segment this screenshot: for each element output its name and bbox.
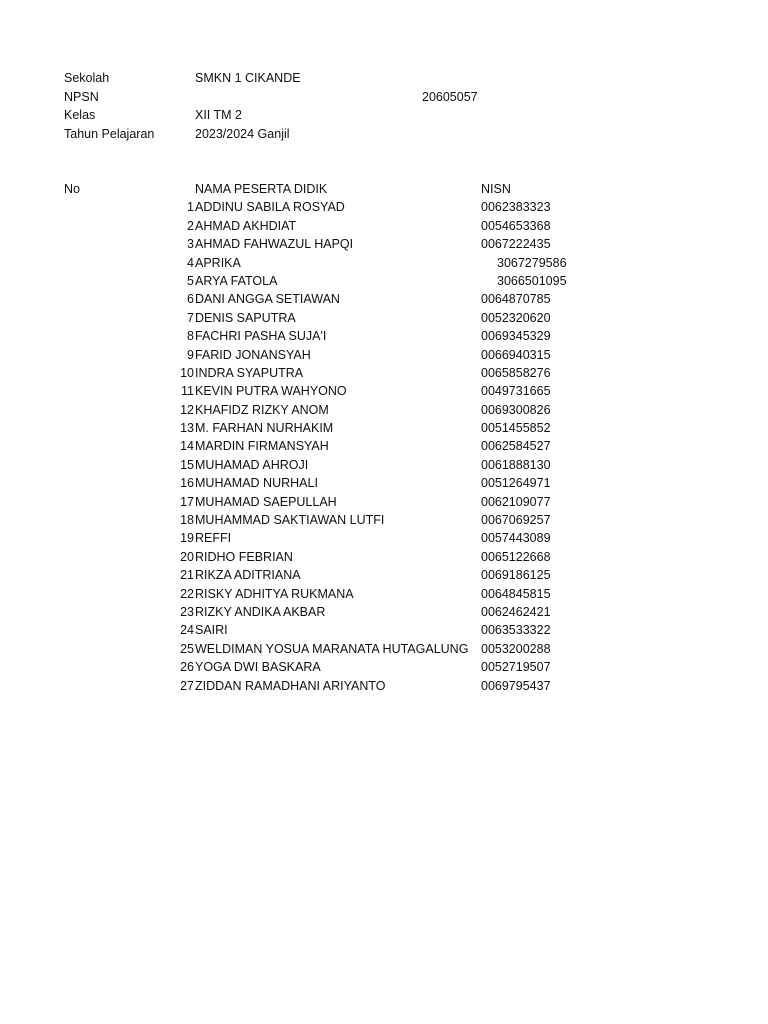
student-name: RISKY ADHITYA RUKMANA [195,586,354,601]
table-row [64,235,684,253]
student-name: YOGA DWI BASKARA [195,660,321,675]
table-row [64,198,684,216]
student-nisn: 3067279586 [497,255,567,270]
table-row [64,493,684,511]
student-name: RIKZA ADITRIANA [195,568,301,583]
student-name: ZIDDAN RAMADHANI ARIYANTO [195,678,386,693]
student-nisn: 3066501095 [497,273,567,288]
row-number: 15 [180,457,194,472]
school-info [64,69,664,143]
student-name: KHAFIDZ RIZKY ANOM [195,402,329,417]
student-name: WELDIMAN YOSUA MARANATA HUTAGALUNG [195,641,469,656]
student-nisn: 0061888130 [481,457,551,472]
table-row [64,511,684,529]
row-number: 17 [180,494,194,509]
header-nisn: NISN [481,182,511,196]
header-no: No [64,182,80,196]
kelas-value: XII TM 2 [195,108,243,122]
table-row [64,585,684,603]
student-name: MUHAMAD NURHALI [195,476,318,491]
student-name: FARID JONANSYAH [195,347,311,362]
row-number: 27 [180,678,194,693]
student-nisn: 0065122668 [481,549,551,564]
row-number: 7 [187,310,194,325]
tahun-label: Tahun Pelajaran [64,126,155,141]
student-name: MUHAMAD SAEPULLAH [195,494,337,509]
table-header [64,180,684,198]
row-number: 25 [180,641,194,656]
student-name: RIZKY ANDIKA AKBAR [195,604,326,619]
student-nisn: 0069345329 [481,329,551,344]
table-row [64,658,684,676]
student-nisn: 0051455852 [481,421,551,436]
student-name: APRIKA [195,255,241,270]
row-number: 12 [180,402,194,417]
student-name: DENIS SAPUTRA [195,310,296,325]
tahun-value: 2023/2024 Ganjil [195,126,290,141]
table-row [64,309,684,327]
student-name: ARYA FATOLA [195,273,278,288]
student-name: FACHRI PASHA SUJA'I [195,329,327,344]
student-name: DANI ANGGA SETIAWAN [195,292,340,307]
row-number: 22 [180,586,194,601]
row-number: 4 [187,255,194,270]
student-nisn: 0067222435 [481,237,551,252]
student-nisn: 0069795437 [481,678,551,693]
sekolah-value: SMKN 1 CIKANDE [195,71,301,85]
student-nisn: 0052320620 [481,310,551,325]
info-row-tahun [64,125,664,144]
kelas-label: Kelas [64,108,96,122]
table-row [64,419,684,437]
student-nisn: 0051264971 [481,476,551,491]
student-name: AHMAD FAHWAZUL HAPQI [195,237,354,252]
student-nisn: 0065858276 [481,365,551,380]
row-number: 9 [187,347,194,362]
student-nisn: 0063533322 [481,623,551,638]
row-number: 19 [180,531,194,546]
table-row [64,290,684,308]
row-number: 23 [180,604,194,619]
student-name: SAIRI [195,623,228,638]
row-number: 6 [187,292,194,307]
table-row [64,640,684,658]
header-name: NAMA PESERTA DIDIK [195,182,328,196]
table-row [64,603,684,621]
student-nisn: 0053200288 [481,641,551,656]
row-number: 24 [180,623,194,638]
student-name: REFFI [195,531,232,546]
student-name: AHMAD AKHDIAT [195,218,297,233]
info-row-npsn [64,88,664,107]
table-row [64,474,684,492]
sekolah-label: Sekolah [64,71,110,85]
student-nisn: 0062584527 [481,439,551,454]
table-row [64,456,684,474]
student-table [64,180,684,695]
student-nisn: 0062109077 [481,494,551,509]
row-number: 26 [180,660,194,675]
student-name: M. FARHAN NURHAKIM [195,421,334,436]
student-name: KEVIN PUTRA WAHYONO [195,384,347,399]
table-body [64,198,684,695]
student-nisn: 0062462421 [481,604,551,619]
row-number: 13 [180,421,194,436]
student-name: MARDIN FIRMANSYAH [195,439,329,454]
npsn-value: 20605057 [422,89,478,104]
row-number: 20 [180,549,194,564]
row-number: 14 [180,439,194,454]
row-number: 11 [181,384,194,399]
student-nisn: 0064845815 [481,586,551,601]
student-name: MUHAMAD AHROJI [195,457,309,472]
student-nisn: 0054653368 [481,218,551,233]
table-row [64,677,684,695]
table-row [64,364,684,382]
row-number: 21 [180,568,194,583]
table-row [64,437,684,455]
student-nisn: 0057443089 [481,531,551,546]
table-row [64,272,684,290]
student-nisn: 0052719507 [481,660,551,675]
student-name: ADDINU SABILA ROSYAD [195,200,345,215]
table-row [64,382,684,400]
student-nisn: 0062383323 [481,200,551,215]
table-row [64,529,684,547]
student-nisn: 0049731665 [481,384,551,399]
row-number: 1 [187,200,194,215]
table-row [64,346,684,364]
row-number: 18 [180,513,194,528]
student-nisn: 0067069257 [481,513,551,528]
student-name: MUHAMMAD SAKTIAWAN LUTFI [195,513,385,528]
row-number: 16 [180,476,194,491]
table-row [64,217,684,235]
student-nisn: 0064870785 [481,292,551,307]
table-row [64,621,684,639]
table-row [64,401,684,419]
row-number: 8 [187,329,194,344]
row-number: 3 [187,237,194,252]
npsn-label: NPSN [64,89,99,104]
table-row [64,254,684,272]
row-number: 10 [180,365,194,380]
table-row [64,548,684,566]
student-nisn: 0066940315 [481,347,551,362]
info-row-sekolah [64,69,664,88]
info-row-kelas [64,106,664,125]
table-row [64,327,684,345]
student-nisn: 0069300826 [481,402,551,417]
row-number: 5 [187,273,194,288]
table-row [64,566,684,584]
student-nisn: 0069186125 [481,568,551,583]
student-name: INDRA SYAPUTRA [195,365,304,380]
student-name: RIDHO FEBRIAN [195,549,293,564]
row-number: 2 [187,218,194,233]
